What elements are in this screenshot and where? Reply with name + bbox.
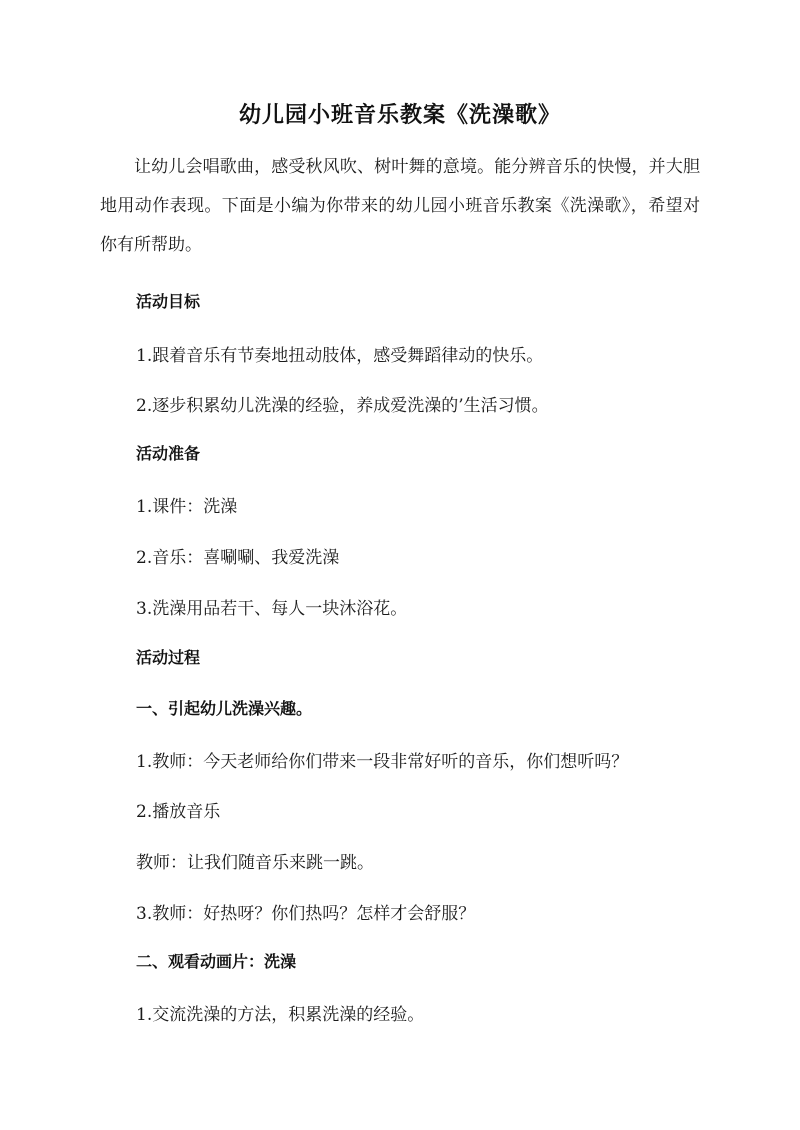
intro-paragraph: 让幼儿会唱歌曲，感受秋风吹、树叶舞的意境。能分辨音乐的快慢，并大胆地用动作表现。下面是小编为你带来的幼儿园小班音乐教案《洗澡歌》，希望对你有所帮助。 [100,157,700,255]
section1-item-3: 教师：让我们随音乐来跳一跳。 [136,853,374,873]
section1-item-4: 3.教师：好热呀？你们热吗？怎样才会舒服？ [136,904,476,924]
process-heading: 活动过程 [136,648,201,667]
section1-item-1: 1.教师：今天老师给你们带来一段非常好听的音乐，你们想听吗？ [136,752,629,772]
goals-heading: 活动目标 [136,292,201,311]
section2-heading: 二、观看动画片：洗澡 [136,952,297,971]
prep-heading: 活动准备 [136,444,201,463]
section1-item-2: 2.播放音乐 [136,802,221,822]
section2-item-1: 1.交流洗澡的方法，积累洗澡的经验。 [136,1005,425,1025]
prep-item-1: 1.课件：洗澡 [136,497,238,517]
goal-item-2: 2.逐步积累幼儿洗澡的经验，养成爱洗澡的’生活习惯。 [136,396,549,416]
section1-heading: 一、引起幼儿洗澡兴趣。 [136,699,313,718]
page-title: 幼儿园小班音乐教案《洗澡歌》 [238,103,561,128]
prep-item-3: 3.洗澡用品若干、每人一块沐浴花。 [136,599,408,619]
prep-item-2: 2.音乐：喜唰唰、我爱洗澡 [136,548,340,568]
goal-item-1: 1.跟着音乐有节奏地扭动肢体，感受舞蹈律动的快乐。 [136,346,544,366]
